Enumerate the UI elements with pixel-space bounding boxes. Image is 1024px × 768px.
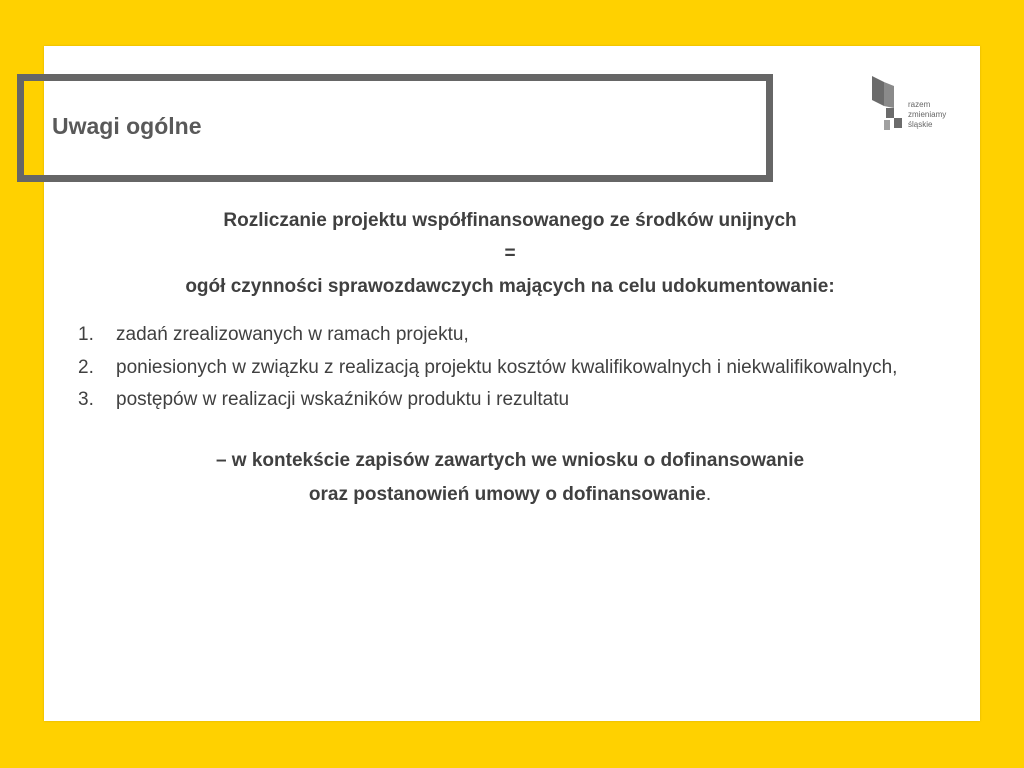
list-item-text: poniesionych w związku z realizacją projektu kosztów kwalifikowalnych i niekwalifikowalnych, [116, 357, 898, 378]
numbered-list [74, 323, 946, 412]
logo-line-1: razem [908, 100, 931, 109]
slide-title: Uwagi ogólne [52, 113, 202, 139]
definition-heading [74, 204, 946, 303]
list-item-text: postępów w realizacji wskaźników produktu i rezultatu [116, 389, 570, 410]
heading-line-1: Rozliczanie projektu współfinansowanego ze środków unijnych [223, 210, 797, 231]
logo-mark-icon [870, 74, 910, 136]
context-line-2-text: oraz postanowień umowy o dofinansowanie [308, 484, 706, 505]
list-item [74, 388, 946, 412]
logo-line-2: zmieniamy [908, 110, 947, 119]
context-line-2-dot: . [705, 484, 712, 505]
list-number: 2. [78, 357, 94, 378]
logo-text [908, 100, 968, 130]
context-line-1: – w kontekście zapisów zawartych we wniosku o dofinansowanie [215, 450, 805, 471]
context-line-2 [74, 478, 946, 512]
context-note [74, 444, 946, 512]
slide-content [74, 204, 946, 512]
list-item [74, 323, 946, 347]
logo-line-3: śląskie [908, 120, 933, 129]
list-item [74, 356, 946, 380]
list-number: 1. [78, 324, 94, 345]
logo [870, 74, 960, 136]
list-item-text: zadań zrealizowanych w ramach projektu, [116, 324, 469, 345]
list-number: 3. [78, 389, 94, 410]
heading-equals: = [504, 243, 516, 264]
heading-line-3: ogół czynności sprawozdawczych mających na celu udokumentowanie: [185, 276, 835, 297]
